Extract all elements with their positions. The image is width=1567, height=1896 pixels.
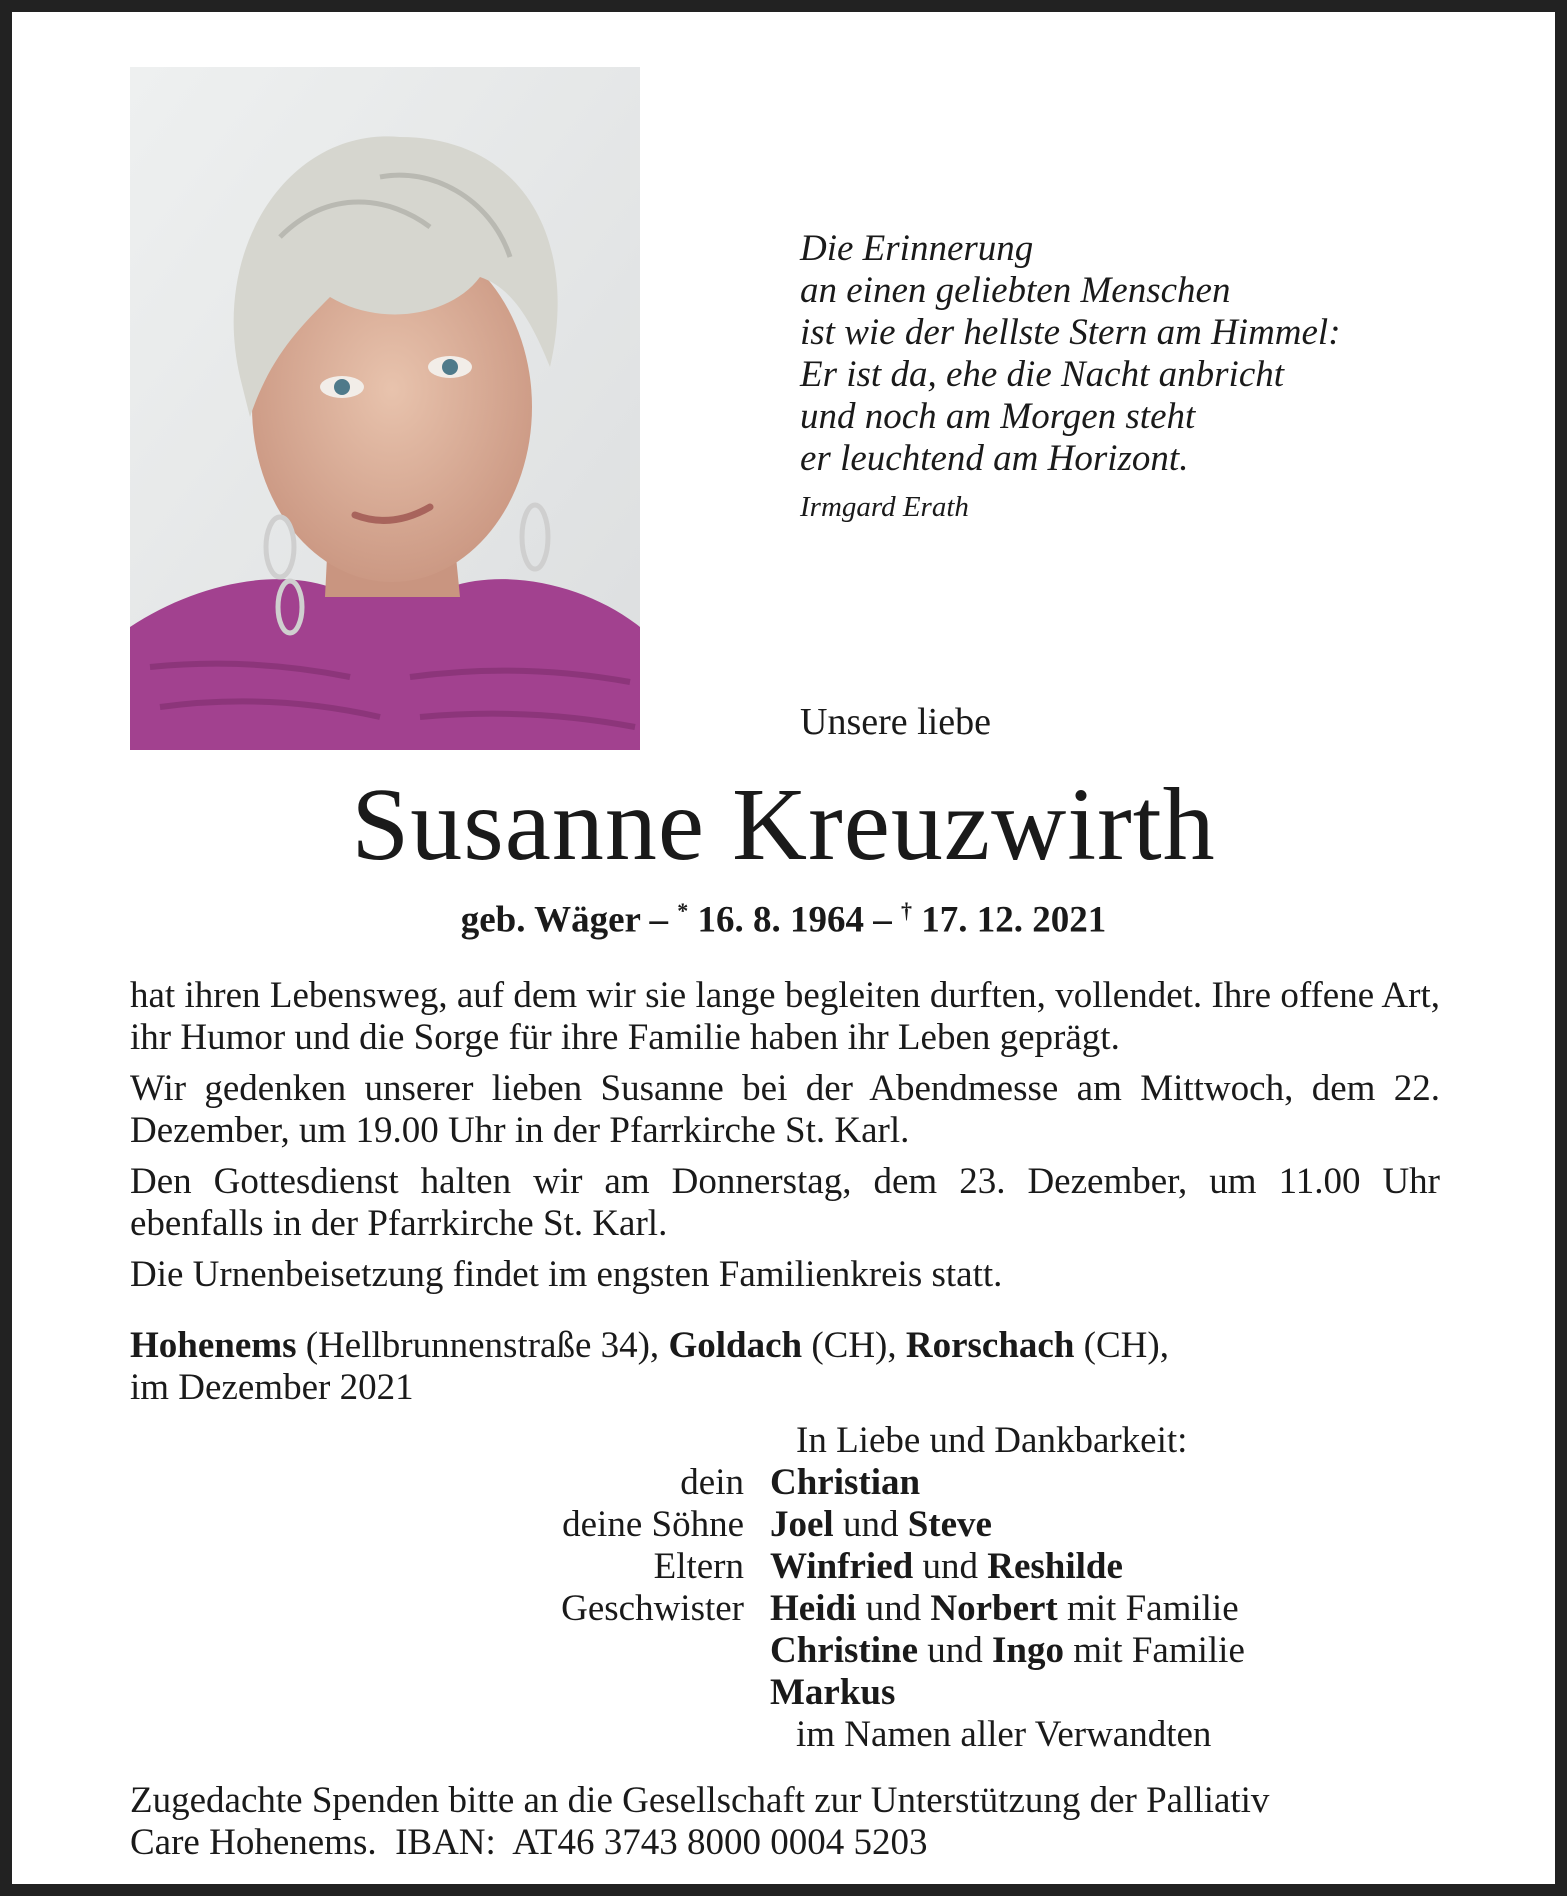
city-name: Rorschach: [905, 1325, 1075, 1366]
connector: und: [918, 1630, 992, 1671]
family-member: Winfried: [770, 1546, 914, 1587]
city-detail: (CH),: [802, 1325, 906, 1366]
family-row: [130, 1462, 1440, 1504]
family-member: Markus: [770, 1672, 896, 1713]
portrait-photo: [130, 67, 640, 750]
quote-line: Die Erinnerung: [800, 228, 1034, 269]
life-dates: [0, 898, 1567, 941]
donation-note: [130, 1780, 1440, 1864]
city-name: Hohenems: [130, 1325, 297, 1366]
connector: und: [856, 1588, 931, 1629]
connector: mit Familie: [1063, 1630, 1245, 1671]
birth-star-icon: *: [677, 898, 689, 923]
family-row: [130, 1546, 1440, 1588]
quote-line: und noch am Morgen steht: [800, 396, 1196, 437]
deceased-name: Susanne Kreuzwirth: [351, 767, 1216, 882]
intro-text: Unsere liebe: [800, 701, 991, 743]
donation-line: Zugedachte Spenden bitte an die Gesellschaft zur Unterstützung der Palliativ: [130, 1780, 1270, 1821]
family-relation: Eltern: [653, 1546, 744, 1587]
portrait-illustration: [130, 67, 640, 750]
family-relation: Geschwister: [561, 1588, 744, 1629]
announcement-body: [130, 975, 1440, 1305]
donation-line: Care Hohenems. IBAN: AT46 3743 8000 0004 5203: [130, 1822, 928, 1863]
family-relation: dein: [680, 1462, 744, 1503]
family-member: Reshilde: [987, 1546, 1123, 1587]
date-separator: –: [864, 899, 901, 941]
date-separator: –: [640, 899, 678, 941]
memorial-quote: [800, 228, 1440, 480]
city-detail: (Hellbrunnenstraße 34),: [296, 1325, 669, 1366]
quote-line: er leuchtend am Horizont.: [800, 438, 1189, 479]
quote-line: ist wie der hellste Stern am Himmel:: [800, 312, 1341, 353]
city-name: Goldach: [668, 1325, 803, 1366]
family-member: Ingo: [992, 1630, 1064, 1671]
birth-date: 16. 8. 1964: [688, 899, 864, 941]
place-line: [130, 1325, 1440, 1367]
death-date: 17. 12. 2021: [912, 899, 1107, 941]
place-and-date: [130, 1325, 1440, 1409]
family-row: [130, 1630, 1440, 1672]
family-heading: In Liebe und Dankbarkeit:: [796, 1420, 1188, 1461]
family-relation: [130, 1672, 770, 1714]
family-row: [130, 1672, 1440, 1714]
family-member: Christine: [770, 1630, 918, 1671]
family-list: [130, 1420, 1440, 1756]
family-names: [770, 1546, 1440, 1588]
family-names: [770, 1630, 1440, 1672]
family-relation: [130, 1630, 770, 1672]
family-row: [130, 1588, 1440, 1630]
family-member: Joel: [770, 1504, 834, 1545]
family-relation: deine Söhne: [562, 1504, 744, 1545]
paragraph: Die Urnenbeisetzung findet im engsten Familienkreis statt.: [130, 1254, 1003, 1295]
paragraph: hat ihren Lebensweg, auf dem wir sie lange begleiten durften, vollendet. Ihre offene Art, ihr Humor und die Sorge für ihre Familie haben ihr Leben geprägt.: [130, 975, 1440, 1058]
connector: und: [833, 1504, 908, 1545]
family-member: Christian: [770, 1462, 921, 1503]
family-names: [770, 1462, 1440, 1504]
connector: mit Familie: [1057, 1588, 1239, 1629]
death-cross-icon: †: [901, 898, 912, 923]
paragraph: Wir gedenken unserer lieben Susanne bei der Abendmesse am Mittwoch, dem 22. Dezember, um 19.00 Uhr in der Pfarrkirche St. Karl.: [130, 1068, 1440, 1151]
paragraph: Den Gottesdienst halten wir am Donnerstag, dem 23. Dezember, um 11.00 Uhr ebenfalls in der Pfarrkirche St. Karl.: [130, 1161, 1440, 1244]
family-names: [770, 1504, 1440, 1546]
quote-author: Irmgard Erath: [800, 491, 969, 523]
quote-line: an einen geliebten Menschen: [800, 270, 1231, 311]
quote-line: Er ist da, ehe die Nacht anbricht: [800, 354, 1285, 395]
family-names: [770, 1672, 1440, 1714]
family-member: Norbert: [930, 1588, 1058, 1629]
family-member: Steve: [907, 1504, 992, 1545]
family-row: [130, 1504, 1440, 1546]
city-detail: (CH),: [1074, 1325, 1169, 1366]
family-names: [770, 1588, 1440, 1630]
family-footer: im Namen aller Verwandten: [796, 1714, 1212, 1755]
maiden-name: geb. Wäger: [460, 899, 641, 941]
announcement-date: im Dezember 2021: [130, 1367, 414, 1408]
family-member: Heidi: [770, 1588, 857, 1629]
connector: und: [913, 1546, 988, 1587]
